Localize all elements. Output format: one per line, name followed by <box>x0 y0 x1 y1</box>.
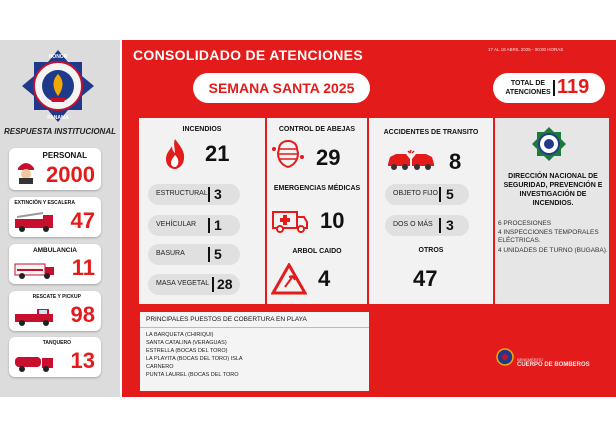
abejas-value: 29 <box>316 145 341 170</box>
sub-objeto-fijo <box>385 184 469 205</box>
firefighter-icon <box>15 158 37 184</box>
total-divider <box>553 80 555 96</box>
badge-line1: BENEMÉRITO <box>517 357 544 362</box>
stat-label: PERSONAL <box>42 151 87 160</box>
total-label: TOTAL DE ATENCIONES <box>505 80 551 96</box>
direccion-title: DIRECCIÓN NACIONAL DE SEGURIDAD, PREVENCIÓN E INVESTIGACIÓN DE INCENDIOS. <box>503 173 603 207</box>
sub-value: 3 <box>446 217 454 233</box>
sub-value: 3 <box>214 186 222 202</box>
fire-icon <box>164 138 186 170</box>
sub-divider <box>439 218 441 233</box>
report-date: 17 AL 18 ABRIL 2025 - 00:00 HORAS <box>488 47 564 52</box>
sub-label: BASURA <box>156 250 185 257</box>
direccion-item: 4 UNIDADES DE TURNO (BUGABA). <box>498 247 608 254</box>
stat-label: AMBULANCIA <box>32 247 77 254</box>
sub-label: DOS O MÁS <box>393 221 433 228</box>
sub-basura <box>148 244 240 265</box>
stat-value: 13 <box>70 348 95 373</box>
sidebar-title: RESPUESTA INSTITUCIONAL <box>3 127 116 136</box>
arbol-title: ARBOL CAIDO <box>292 248 342 255</box>
beehive-icon <box>271 139 305 169</box>
incendios-value: 21 <box>205 141 230 166</box>
stat-label: EXTINCIÓN Y ESCALERA <box>14 200 75 206</box>
sub-value: 5 <box>446 186 454 202</box>
sub-divider <box>208 187 210 202</box>
puestos-panel <box>140 312 369 391</box>
total-value: 119 <box>557 76 590 98</box>
sub-estructural <box>148 184 240 205</box>
sub-masa-vegetal <box>148 274 240 295</box>
stat-value: 2000 <box>46 162 95 187</box>
incendios-title: INCENDIOS <box>182 126 222 133</box>
tanker-truck-icon <box>13 351 57 373</box>
otros-title: OTROS <box>418 247 444 254</box>
subtitle-pill: SEMANA SANTA 2025 <box>193 73 370 103</box>
stat-card-personal <box>9 148 101 190</box>
stat-card-extincion <box>9 197 101 237</box>
bomberos-badge-icon <box>496 348 514 366</box>
sub-label: OBJETO FIJO <box>393 190 438 197</box>
stat-card-ambulancia <box>9 244 101 284</box>
puestos-item: PUNTA LAUREL (BOCAS DEL TORO <box>146 372 239 378</box>
medicas-value: 10 <box>320 208 345 233</box>
ladder-truck-icon <box>13 211 57 233</box>
stat-card-rescate <box>9 291 101 331</box>
sub-label: VEHÍCULAR <box>156 221 197 228</box>
falling-tree-icon <box>271 263 307 295</box>
sub-divider <box>208 218 210 233</box>
stat-value: 98 <box>70 302 95 327</box>
logo-text-bottom: PANAMA <box>47 115 69 121</box>
puestos-item: LA PLAYITA (BOCAS DEL TORO) ISLA <box>146 356 243 362</box>
sub-divider <box>439 187 441 202</box>
sub-dos-o-mas <box>385 215 469 236</box>
sub-label: MASA VEGETAL <box>156 280 210 287</box>
stat-label: TANQUERO <box>42 340 71 346</box>
direccion-item: 6 PROCESIONES <box>498 220 552 227</box>
ambulance-icon <box>13 258 57 280</box>
stat-value: 47 <box>70 208 95 233</box>
otros-value: 47 <box>413 266 438 291</box>
puestos-title: PRINCIPALES PUESTOS DE COBERTURA EN PLAYA <box>140 312 369 328</box>
page-title: CONSOLIDADO DE ATENCIONES <box>133 47 363 63</box>
sub-value: 5 <box>214 246 222 262</box>
sub-value: 1 <box>214 217 222 233</box>
accidentes-title: ACCIDENTES DE TRANSITO <box>383 129 479 136</box>
sub-divider <box>212 277 214 292</box>
sub-vehicular <box>148 215 240 236</box>
stat-card-tanquero <box>9 337 101 377</box>
total-badge <box>493 73 605 103</box>
puestos-item: ESTRELLA (BOCAS DEL TORO) <box>146 348 228 354</box>
sub-value: 28 <box>217 276 233 292</box>
ambulance-icon <box>271 206 309 234</box>
car-crash-icon <box>386 148 436 172</box>
puestos-item: CARNERO <box>146 364 174 370</box>
arbol-value: 4 <box>318 266 331 291</box>
pickup-truck-icon <box>13 305 57 327</box>
sub-label: ESTRUCTURAL <box>156 190 208 197</box>
puestos-item: LA BARQUETA (CHIRIQUI) <box>146 332 214 338</box>
dinasepi-logo-icon <box>531 126 567 162</box>
stat-value: 11 <box>71 255 95 280</box>
accidentes-value: 8 <box>449 149 462 174</box>
puestos-item: SANTA CATALINA (VERAGUAS) <box>146 340 227 346</box>
sub-divider <box>208 247 210 262</box>
badge-line2: CUERPO DE BOMBEROS <box>517 362 590 368</box>
fire-department-logo-icon <box>20 48 96 124</box>
direccion-item: 4 INSPECCIONES TEMPORALES ELÉCTRICAS. <box>498 229 599 244</box>
logo-text-top: HONOR <box>48 54 68 60</box>
medicas-title: EMERGENCIAS MÉDICAS <box>273 185 361 192</box>
abejas-title: CONTROL DE ABEJAS <box>278 126 356 133</box>
stat-label: RESCATE Y PICKUP <box>32 294 81 300</box>
